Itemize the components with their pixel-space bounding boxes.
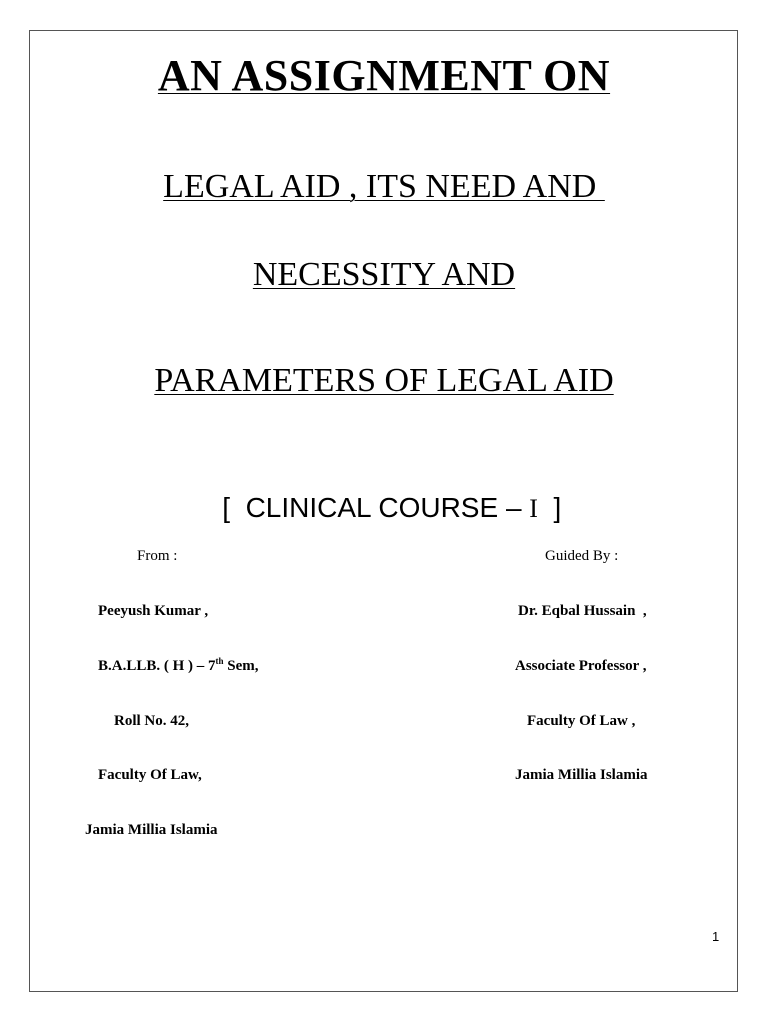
subtitle-line-3 [0, 362, 768, 400]
assignment-title-text: AN ASSIGNMENT ON [157, 51, 611, 100]
from-roll: Roll No. 42, [114, 713, 189, 729]
guided-by-heading: Guided By : [545, 548, 619, 564]
from-program-suffix: Sem, [223, 658, 259, 674]
from-program-sup: th [215, 656, 224, 666]
guide-name: Dr. Eqbal Hussain , [518, 603, 647, 619]
subtitle-line-3-text: PARAMETERS OF LEGAL AID [154, 362, 614, 399]
from-name: Peeyush Kumar , [98, 603, 209, 619]
subtitle-line-2-text: NECESSITY AND [252, 256, 516, 293]
from-heading: From : [137, 548, 178, 564]
guide-designation: Associate Professor , [515, 658, 647, 674]
guide-faculty: Faculty Of Law , [527, 713, 636, 729]
assignment-title [0, 50, 768, 101]
from-program-prefix: B.A.LLB. ( H ) – 7 [98, 658, 216, 674]
from-faculty: Faculty Of Law, [98, 767, 202, 783]
from-program [98, 658, 259, 675]
course-prefix: [ CLINICAL COURSE – [222, 492, 530, 523]
subtitle-line-1-text: LEGAL AID , ITS NEED AND [163, 168, 605, 205]
guide-university: Jamia Millia Islamia [515, 767, 648, 783]
course-label [0, 460, 768, 524]
subtitle-line-2 [0, 256, 768, 294]
course-numeral: I [529, 494, 538, 523]
from-university: Jamia Millia Islamia [85, 822, 218, 838]
subtitle-line-1 [0, 168, 768, 206]
page-number: 1 [712, 929, 720, 944]
course-suffix: ] [537, 492, 562, 523]
